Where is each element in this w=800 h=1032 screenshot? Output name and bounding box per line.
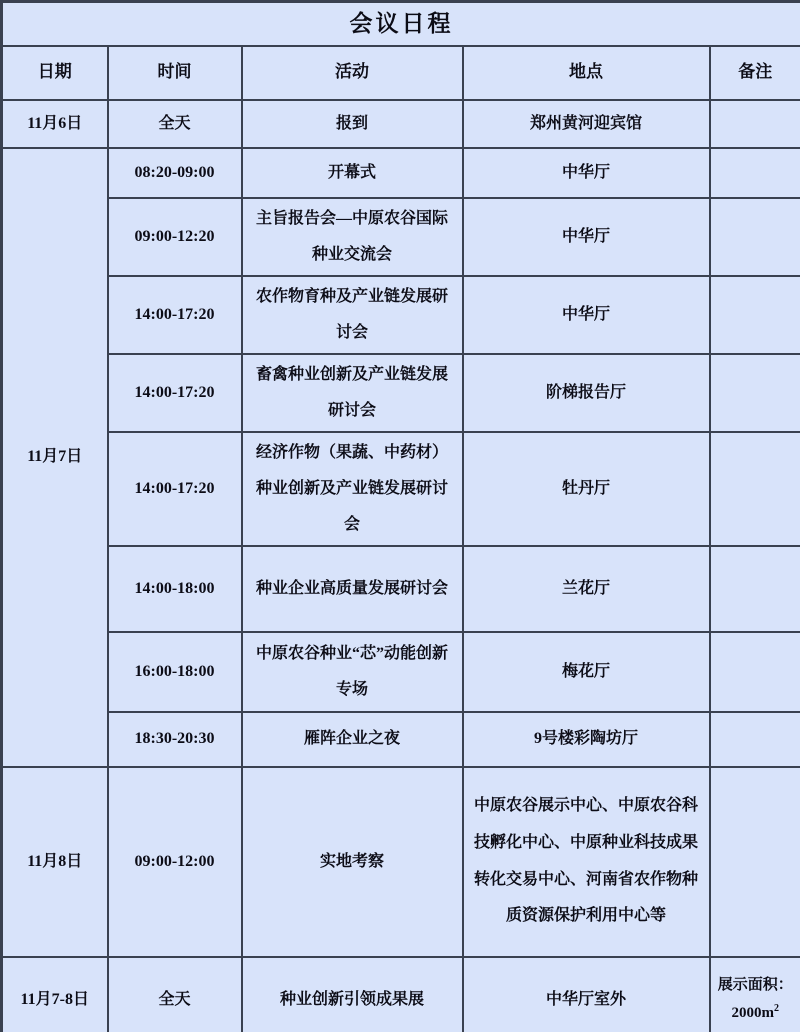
cell-time: 全天 [108, 100, 242, 148]
cell-activity: 农作物育种及产业链发展研讨会 [242, 276, 463, 354]
cell-note [710, 957, 800, 1032]
schedule-row [2, 354, 800, 432]
cell-activity: 报到 [242, 100, 463, 148]
cell-activity: 经济作物（果蔬、中药材）种业创新及产业链发展研讨会 [242, 432, 463, 546]
cell-activity: 开幕式 [242, 148, 463, 198]
cell-time: 全天 [108, 957, 242, 1032]
schedule-row [2, 632, 800, 712]
cell-location: 阶梯报告厅 [463, 354, 710, 432]
cell-time: 14:00-17:20 [108, 276, 242, 354]
cell-activity: 雁阵企业之夜 [242, 712, 463, 767]
schedule-row [2, 546, 800, 632]
col-header-location: 地点 [463, 46, 710, 100]
cell-note [710, 712, 800, 767]
cell-note [710, 546, 800, 632]
col-header-time: 时间 [108, 46, 242, 100]
schedule-row [2, 100, 800, 148]
schedule-row [2, 957, 800, 1032]
cell-activity: 中原农谷种业“芯”动能创新专场 [242, 632, 463, 712]
note-text: 展示面积：2000m [717, 977, 793, 1021]
cell-location: 中华厅 [463, 198, 710, 276]
cell-time: 09:00-12:00 [108, 767, 242, 957]
cell-activity: 实地考察 [242, 767, 463, 957]
cell-activity: 主旨报告会—中原农谷国际种业交流会 [242, 198, 463, 276]
cell-time: 16:00-18:00 [108, 632, 242, 712]
cell-time: 14:00-17:20 [108, 354, 242, 432]
cell-time: 09:00-12:20 [108, 198, 242, 276]
cell-activity: 种业创新引领成果展 [242, 957, 463, 1032]
header-row [2, 46, 800, 100]
cell-location: 牡丹厅 [463, 432, 710, 546]
col-header-date: 日期 [2, 46, 108, 100]
cell-time: 08:20-09:00 [108, 148, 242, 198]
cell-note [710, 632, 800, 712]
cell-note [710, 432, 800, 546]
col-header-note: 备注 [710, 46, 800, 100]
cell-activity: 畜禽种业创新及产业链发展研讨会 [242, 354, 463, 432]
cell-note [710, 354, 800, 432]
cell-activity: 种业企业高质量发展研讨会 [242, 546, 463, 632]
cell-date: 11月6日 [2, 100, 108, 148]
cell-time: 14:00-18:00 [108, 546, 242, 632]
schedule-row [2, 198, 800, 276]
cell-note [710, 198, 800, 276]
cell-location: 中华厅 [463, 148, 710, 198]
schedule-row [2, 432, 800, 546]
cell-date-merged: 11月7日 [2, 148, 108, 767]
cell-time: 18:30-20:30 [108, 712, 242, 767]
cell-note [710, 276, 800, 354]
cell-location: 中华厅室外 [463, 957, 710, 1032]
title-row [2, 2, 800, 46]
cell-time: 14:00-17:20 [108, 432, 242, 546]
schedule-row [2, 767, 800, 957]
cell-date: 11月7-8日 [2, 957, 108, 1032]
schedule-row [2, 148, 800, 198]
note-superscript: 2 [774, 1002, 779, 1014]
cell-note [710, 767, 800, 957]
page-title: 会议日程 [2, 2, 800, 46]
cell-location: 梅花厅 [463, 632, 710, 712]
schedule-row [2, 276, 800, 354]
cell-location: 郑州黄河迎宾馆 [463, 100, 710, 148]
cell-note [710, 100, 800, 148]
schedule-row [2, 712, 800, 767]
cell-note [710, 148, 800, 198]
col-header-activity: 活动 [242, 46, 463, 100]
cell-location: 兰花厅 [463, 546, 710, 632]
cell-location: 中原农谷展示中心、中原农谷科技孵化中心、中原种业科技成果转化交易中心、河南省农作物种质资源保护利用中心等 [463, 767, 710, 957]
cell-location: 中华厅 [463, 276, 710, 354]
cell-date: 11月8日 [2, 767, 108, 957]
cell-location: 9号楼彩陶坊厅 [463, 712, 710, 767]
